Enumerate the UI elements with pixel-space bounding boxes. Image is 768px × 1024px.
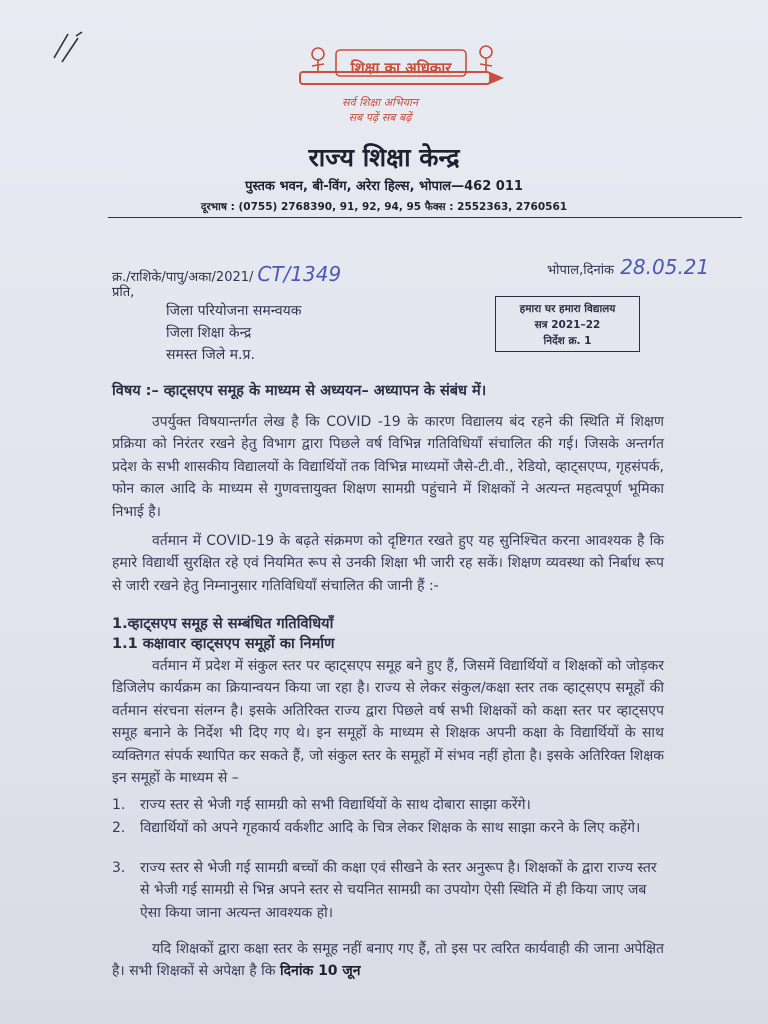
header-divider (108, 217, 742, 218)
body-paragraph-3: वर्तमान में प्रदेश में संकुल स्तर पर व्हाट्सएप समूह बने हुए हैं, जिसमें विद्यार्थियों व शिक्षकों को जोड़कर डिजिलेप कार्यक्रम का क्रियान्वयन किया जा रहा है। राज्य से लेकर संकुल/कक्षा स्तर तक व्हाट्सएप समूहों की वर्तमान संरचना संलग्न है। इसके अतिरिक्त राज्य द्वारा पिछले वर्ष सभी शिक्षकों को कक्षा स्तर पर व्हाट्सएप समूह बनाने के निर्देश भी दिए गए थे। इन समूहों के माध्यम से शिक्षक अपनी कक्षा के विद्यार्थियों के साथ व्यक्तिगत संपर्क स्थापित कर सकते हैं, जो संकुल स्तर के समूहों में संभव नहीं होता है। इसके अतिरिक्त शिक्षक इन समूहों के माध्यम से – (112, 658, 664, 787)
directive-line-3: निर्देश क्र. 1 (543, 335, 592, 347)
recipient-line: जिला परियोजना समन्वयक (166, 303, 302, 319)
recipient-line: जिला शिक्षा केन्द्र (166, 325, 252, 341)
reference-printed: क्र./राशिके/पापु/अका/2021/ (112, 270, 254, 285)
logo-text: शिक्षा का अधिकार (350, 59, 452, 77)
list-item-number: 1. (112, 797, 126, 813)
reference-handwritten: CT/1349 (257, 262, 342, 286)
paragraph-4-text: यदि शिक्षकों द्वारा कक्षा स्तर के समूह नहीं बनाए गए हैं, तो इस पर त्वरित कार्यवाही की जाना अपेक्षित है। सभी शिक्षकों से अपेक्षा है कि (112, 941, 664, 980)
date-handwritten: 28.05.21 (620, 255, 710, 279)
list-item (112, 817, 664, 839)
body-paragraph-1: उपर्युक्त विषयान्तर्गत लेख है कि COVID -19 के कारण विद्यालय बंद रहने की स्थिति में शिक्षण प्रक्रिया को निरंतर रखने हेतु विभाग द्वारा पिछले वर्ष विभिन्न गतिविधियाँ संचालित की गई। जिसके अन्तर्गत प्रदेश के सभी शासकीय विद्यालयों के विद्यार्थियों तक विभिन्न माध्यमों जैसे-टी.वी., रेडियो, व्हाट्सएप्प, गृहसंपर्क, फोन काल आदि के माध्यम से गुणवत्तायुक्त शिक्षण सामग्री पहुंचाने में शिक्षकों ने अत्यन्त महत्वपूर्ण भूमिका निभाई है। (112, 414, 664, 520)
directive-box (495, 296, 640, 352)
directive-line-2: सत्र 2021–22 (534, 319, 601, 331)
slogan-line-1: सर्व शिक्षा अभियान (342, 96, 418, 109)
section-heading-1: 1.व्हाट्सएप समूह से सम्बंधित गतिविधियाँ (112, 616, 334, 632)
list-item-text: राज्य स्तर से भेजी गई सामग्री बच्चों की कक्षा एवं सीखने के स्तर अनुरूप है। शिक्षकों के द्वारा राज्य स्तर से भेजी गई सामग्री से भिन्न अपने स्तर से चयनित सामग्री का उपयोग ऐसी स्थिति में ही किया जाए जब ऐसा किया जाना अत्यन्त आवश्यक हो। (140, 860, 657, 921)
org-phone: दूरभाष : (0755) 2768390, 91, 92, 94, 95 फैक्स : 2552363, 2760561 (200, 201, 568, 213)
list-item-number: 2. (112, 820, 126, 836)
list-item (112, 794, 664, 816)
recipient-line: समस्त जिले म.प्र. (166, 347, 255, 363)
slogan-line-2: सब पढ़ें सब बढ़ें (348, 111, 412, 124)
letter-subject: विषय :– व्हाट्सएप समूह के माध्यम से अध्ययन– अध्यापन के संबंध में। (112, 383, 487, 399)
list-item-text: राज्य स्तर से भेजी गई सामग्री को सभी विद्यार्थियों के साथ दोबारा साझा करेंगे। (140, 797, 531, 813)
date-label: भोपाल,दिनांक (547, 263, 615, 278)
directive-line-1: हमारा घर हमारा विद्यालय (519, 303, 616, 315)
body-paragraph-2: वर्तमान में COVID-19 के बढ़ते संक्रमण को दृष्टिगत रखते हुए यह सुनिश्चित करना आवश्यक है कि हमारे विद्यार्थी सुरक्षित रहे एवं नियमित रूप से उनकी शिक्षा भी जारी रह सकें। शिक्षण व्यवस्था को निर्बाध रूप से जारी रखने हेतु निम्नानुसार गतिविधियाँ संचालित की जानी हैं :- (112, 533, 664, 594)
reference-number (112, 262, 341, 286)
list-item-number: 3. (112, 860, 126, 876)
to-label: प्रति, (112, 285, 135, 300)
pen-mark-icon (48, 28, 88, 68)
org-address: पुस्तक भवन, बी-विंग, अरेरा हिल्स, भोपाल—462 011 (245, 179, 523, 194)
letter-date (547, 255, 709, 279)
body-paragraph-4 (112, 938, 664, 983)
list-item (112, 857, 664, 924)
paragraph-4-date: दिनांक 10 जून (279, 963, 361, 980)
org-title: राज्य शिक्षा केन्द्र (308, 143, 460, 172)
list-item-text: विद्यार्थियों को अपने गृहकार्य वर्कशीट आदि के चित्र लेकर शिक्षक के साथ साझा करने के लिए कहेंगे। (140, 820, 641, 836)
section-heading-1-1: 1.1 कक्षावार व्हाट्सएप समूहों का निर्माण (112, 636, 335, 652)
